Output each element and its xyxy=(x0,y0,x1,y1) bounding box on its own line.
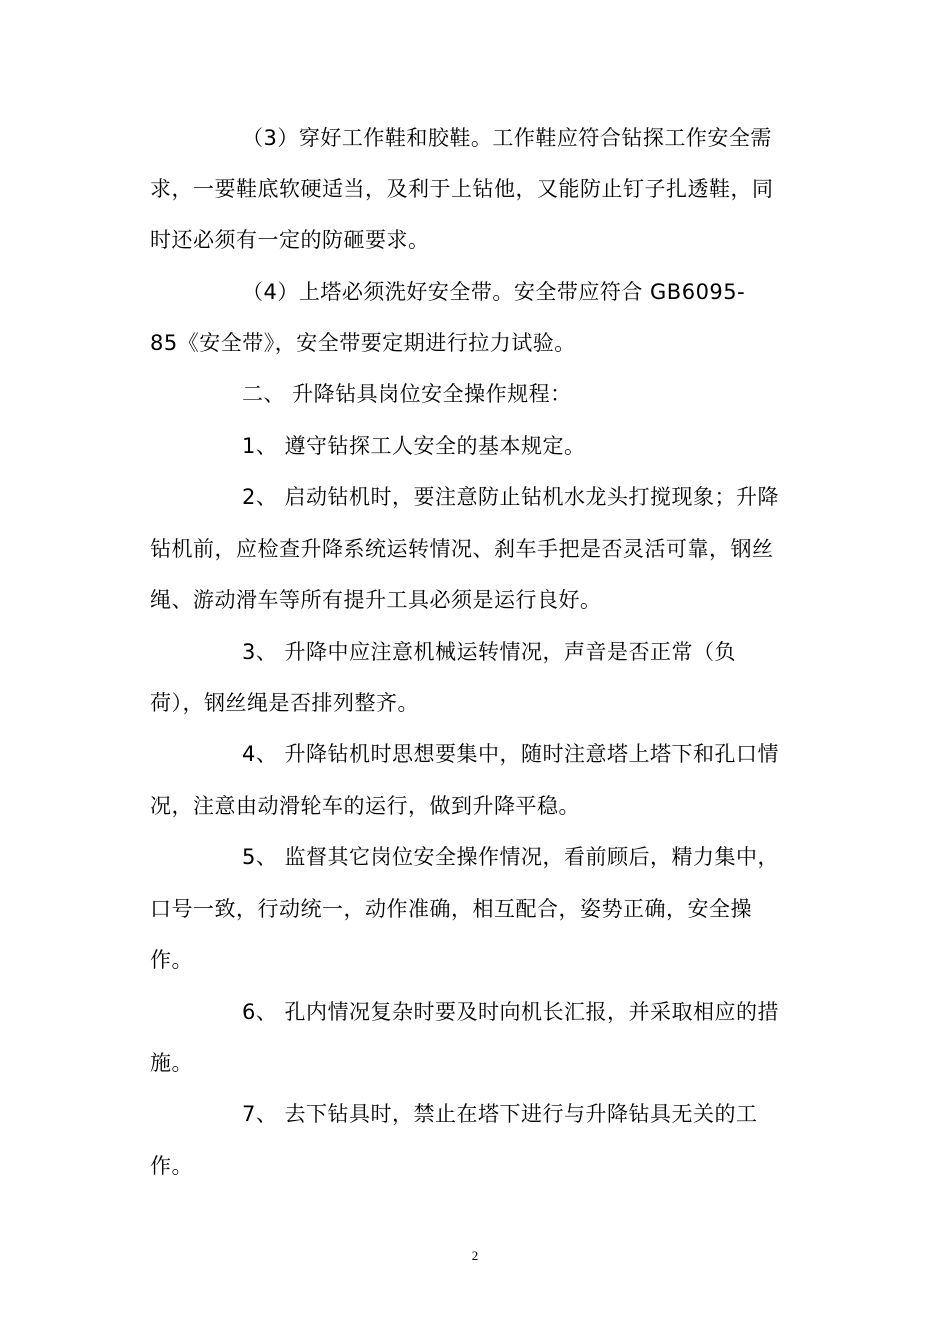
paragraph-line: 3、 升降中应注意机械运转情况，声音是否正常（负 xyxy=(242,640,737,664)
paragraph-line: 1、 遵守钻探工人安全的基本规定。 xyxy=(242,434,586,458)
paragraph-line: 荷），钢丝绳是否排列整齐。 xyxy=(150,691,419,715)
section-heading: 二、 升降钻具岗位安全操作规程： xyxy=(242,382,572,406)
paragraph-line: 求，一要鞋底软硬适当，及利于上钻他，又能防止钉子扎透鞋，同 xyxy=(150,177,774,201)
paragraph-line: 钻机前，应检查升降系统运转情况、刹车手把是否灵活可靠，钢丝 xyxy=(150,537,774,561)
paragraph-line: 施。 xyxy=(150,1051,193,1075)
paragraph-line: 85《安全带》，安全带要定期进行拉力试验。 xyxy=(150,331,576,355)
paragraph-line: 口号一致，行动统一，动作准确，相互配合，姿势正确，安全操 xyxy=(150,897,752,921)
paragraph-line: （3）穿好工作鞋和胶鞋。工作鞋应符合钻探工作安全需 xyxy=(242,126,772,150)
paragraph-line: 5、 监督其它岗位安全操作情况，看前顾后，精力集中， xyxy=(242,845,780,869)
paragraph-line: 6、 孔内情况复杂时要及时向机长汇报，并采取相应的措 xyxy=(242,1000,780,1024)
paragraph-line: 作。 xyxy=(150,1154,193,1178)
paragraph-line: 7、 去下钻具时，禁止在塔下进行与升降钻具无关的工 xyxy=(242,1102,758,1126)
paragraph-line: 况，注意由动滑轮车的运行，做到升降平稳。 xyxy=(150,794,580,818)
paragraph-line: 绳、游动滑车等所有提升工具必须是运行良好。 xyxy=(150,588,602,612)
page-number: 2 xyxy=(471,1248,479,1263)
paragraph-line: （4）上塔必须洗好安全带。安全带应符合 GB6095- xyxy=(242,280,746,304)
paragraph-line: 作。 xyxy=(150,948,193,972)
paragraph-line: 2、 启动钻机时，要注意防止钻机水龙头打搅现象；升降 xyxy=(242,485,780,509)
paragraph-line: 4、 升降钻机时思想要集中，随时注意塔上塔下和孔口情 xyxy=(242,742,780,766)
paragraph-line: 时还必须有一定的防砸要求。 xyxy=(150,228,430,252)
